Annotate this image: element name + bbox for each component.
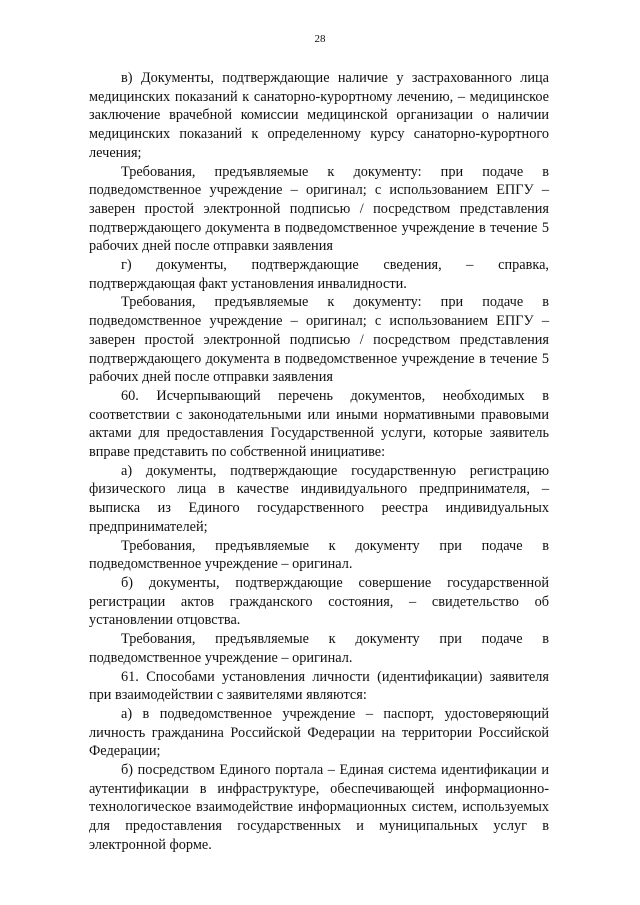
paragraph-a-entrepreneur-registration: а) документы, подтверждающие государственную регистрацию физического лица в качестве индивидуального предпринимателя, – выписка из Единого государственного реестра индивидуальных предпринимателей; — [89, 462, 549, 535]
paragraph-b-civil-status-acts: б) документы, подтверждающие совершение государственной регистрации актов гражданского состояния, – свидетельство об установлении отцовства. — [89, 574, 549, 629]
paragraph-requirements-2: Требования, предъявляемые к документу: при подаче в подведомственное учреждение – оригинал; с использованием ЕПГУ – заверен простой электронной подписью / посредством представления подтверждающего документа в подведомственное учреждение в течение 5 рабочих дней после отправки заявления — [89, 294, 549, 386]
paragraph-61-identification-methods: 61. Способами установления личности (идентификации) заявителя при взаимодействии с заявителями являются: — [89, 668, 549, 704]
document-body — [89, 69, 549, 855]
paragraph-requirements-4: Требования, предъявляемые к документу при подаче в подведомственное учреждение – оригинал. — [89, 631, 549, 666]
paragraph-b-esia-portal: б) посредством Единого портала – Единая система идентификации и аутентификации в инфраструктуре, обеспечивающей информационно-технологическое взаимодействие информационных систем, используемых для предоставления государственных и муниципальных услуг в электронной форме. — [89, 762, 549, 853]
paragraph-requirements-1: Требования, предъявляемые к документу: при подаче в подведомственное учреждение – оригинал; с использованием ЕПГУ – заверен простой электронной подписью / посредством представления подтверждающего документа в подведомственное учреждение в течение 5 рабочих дней после отправки заявления — [89, 163, 549, 255]
paragraph-60-document-list: 60. Исчерпывающий перечень документов, необходимых в соответствии с законодательными или иными нормативными правовыми актами для предоставления Государственной услуги, которые заявитель вправе представить по собственной инициативе: — [89, 387, 549, 461]
paragraph-a-passport: а) в подведомственное учреждение – паспорт, удостоверяющий личность гражданина Российской Федерации на территории Российской Федерации; — [89, 705, 549, 760]
page-number: 28 — [314, 33, 326, 45]
paragraph-g-disability-documents: г) документы, подтверждающие сведения, – справка, подтверждающая факт установления инвалидности. — [89, 257, 549, 292]
paragraph-v-medical-documents: в) Документы, подтверждающие наличие у застрахованного лица медицинских показаний к санаторно-курортному лечению, – медицинское заключение врачебной комиссии медицинской организации о наличии медицинских показаний к определенному курсу санаторно-курортного лечения; — [89, 70, 549, 161]
paragraph-requirements-3: Требования, предъявляемые к документу при подаче в подведомственное учреждение – оригинал. — [89, 537, 549, 573]
